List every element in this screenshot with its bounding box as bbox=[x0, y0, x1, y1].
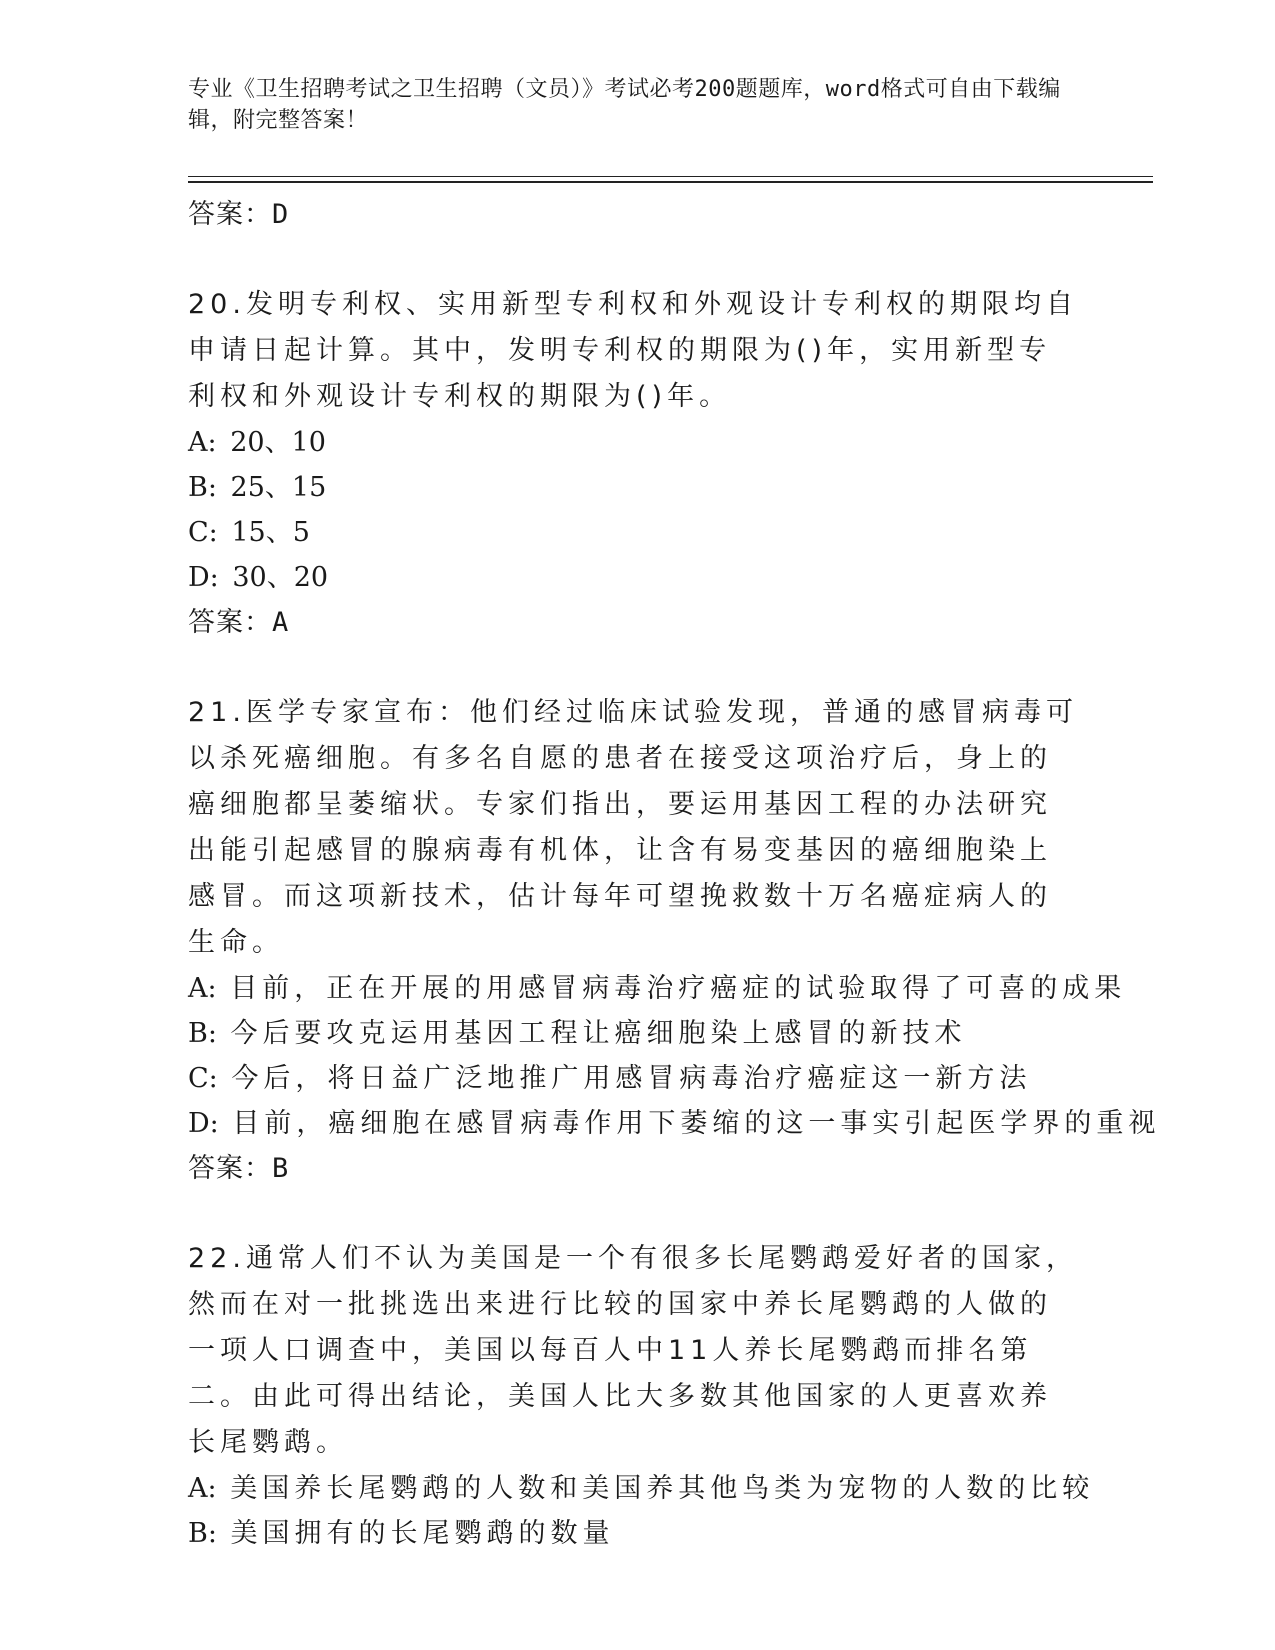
question-text: 20.发明专利权、实用新型专利权和外观设计专利权的期限均自申请日起计算。其中，发明专利权的期限为()年，实用新型专利权和外观设计专利权的期限为()年。 bbox=[188, 289, 1078, 412]
answer-line: 答案：A bbox=[188, 607, 290, 638]
answer-line: 答案：B bbox=[188, 1153, 290, 1184]
option-text: 美国养长尾鹦鹉的人数和美国养其他鸟类为宠物的人数的比较 bbox=[230, 1473, 1095, 1504]
question-list bbox=[188, 192, 1161, 1556]
option-letter: A: bbox=[188, 1473, 217, 1504]
option-b bbox=[188, 465, 1078, 510]
option-text: 目前，癌细胞在感冒病毒作用下萎缩的这一事实引起医学界的重视 bbox=[232, 1108, 1161, 1139]
option-letter: B: bbox=[188, 472, 217, 503]
option-letter: C: bbox=[188, 1063, 218, 1094]
answer-line: 答案：D bbox=[188, 199, 290, 230]
option-a bbox=[188, 1466, 1095, 1511]
option-letter: A: bbox=[188, 973, 217, 1004]
option-a bbox=[188, 966, 1127, 1011]
option-b bbox=[188, 1511, 1078, 1556]
header-rule-thin bbox=[188, 176, 1153, 177]
option-c bbox=[188, 1056, 1078, 1101]
option-text: 30、20 bbox=[232, 562, 329, 593]
option-d bbox=[188, 555, 1078, 600]
option-c bbox=[188, 510, 1078, 555]
option-text: 15、5 bbox=[231, 517, 310, 548]
option-letter: D: bbox=[188, 1108, 219, 1139]
option-letter: C: bbox=[188, 517, 218, 548]
option-text: 20、10 bbox=[230, 427, 326, 458]
option-text: 25、15 bbox=[230, 472, 327, 503]
option-letter: B: bbox=[188, 1518, 217, 1549]
option-b bbox=[188, 1011, 1078, 1056]
option-d bbox=[188, 1101, 1161, 1146]
document-header: 专业《卫生招聘考试之卫生招聘（文员）》考试必考200题题库，word格式可自由下载编辑，附完整答案！ bbox=[188, 77, 1061, 133]
option-letter: D: bbox=[188, 562, 219, 593]
option-text: 美国拥有的长尾鹦鹉的数量 bbox=[230, 1518, 615, 1549]
option-text: 今后要攻克运用基因工程让癌细胞染上感冒的新技术 bbox=[230, 1018, 967, 1049]
option-text: 今后，将日益广泛地推广用感冒病毒治疗癌症这一新方法 bbox=[231, 1063, 1032, 1094]
option-text: 目前，正在开展的用感冒病毒治疗癌症的试验取得了可喜的成果 bbox=[230, 973, 1127, 1004]
option-letter: A: bbox=[188, 427, 217, 458]
header-rule-thick bbox=[188, 181, 1153, 183]
question-text: 22.通常人们不认为美国是一个有很多长尾鹦鹉爱好者的国家，然而在对一批挑选出来进行比较的国家中养长尾鹦鹉的人做的一项人口调查中，美国以每百人中11人养长尾鹦鹉而排名第二。由此可得出结论，美国人比大多数其他国家的人更喜欢养长尾鹦鹉。 bbox=[188, 1243, 1078, 1458]
option-a bbox=[188, 420, 1078, 465]
question-text: 21.医学专家宣布：他们经过临床试验发现，普通的感冒病毒可以杀死癌细胞。有多名自愿的患者在接受这项治疗后，身上的癌细胞都呈萎缩状。专家们指出，要运用基因工程的办法研究出能引起感冒的腺病毒有机体，让含有易变基因的癌细胞染上感冒。而这项新技术，估计每年可望挽救数十万名癌症病人的生命。 bbox=[188, 697, 1078, 958]
option-letter: B: bbox=[188, 1018, 217, 1049]
